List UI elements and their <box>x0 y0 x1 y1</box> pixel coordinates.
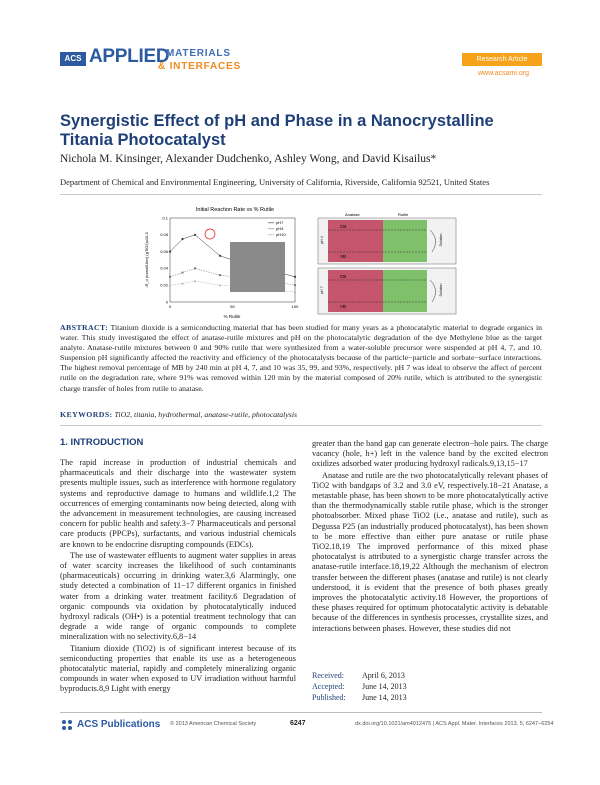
band-diagram <box>318 212 456 314</box>
data-point-ph4 <box>182 272 184 274</box>
body-column-right <box>312 439 548 666</box>
paragraph: greater than the band gap can generate electron−hole pairs. The charge vacancy (hole, h+) left in the valence band by the excited electron oxidizes adsorbed water producing hydroxyl radicals.9,13,15−17 <box>312 439 548 469</box>
data-point-ph7 <box>181 238 183 240</box>
svg-text:Anatase: Anatase <box>345 212 360 217</box>
svg-text:Solution: Solution <box>439 233 443 247</box>
keywords <box>60 410 542 419</box>
data-point-ph10 <box>219 284 221 286</box>
y-tick-label: 0.1 <box>162 215 168 221</box>
abstract <box>60 323 542 394</box>
page-number: 6247 <box>290 720 306 727</box>
doi-citation[interactable]: dx.doi.org/10.1021/am4012475 | ACS Appl. Mater. Interfaces 2013, 5, 6247−6254 <box>355 721 554 727</box>
paragraph: Anatase and rutile are the two photocatalytically relevant phases of TiO2 with bandgaps of 3.2 and 3.0 eV, respectively.18−21 Anatase, a metastable phase, has been shown to be more photocatalytically active than the thermodynamically stable rutile phase, which is the stronger photoabsorber. Mixed phase TiO2 (i.e., anatase and rutile), such as Degussa P25 (an industrially produced photocatalyst), has been shown to be more effective than either pure anatase or rutile phase TiO2.18,19 The improved performance of this mixed phase photocatalyst is attributed to a synergistic charge transfer across the anatase-rutile interface.18,19,22 Although the mechanism of electron transfer between the different phases (anatase and rutile) is not clearly understood, it is evident that the presence of both phases greatly improves the photocatalytic activity.18 However, the proportions of these phases required for optimum photocatalytic activity is debatable because of the differences in synthesis processes, crystallite sizes, and interactions between phases. However, these studies did not <box>312 470 548 633</box>
acs-publications-wordmark[interactable]: ACS Publications <box>77 719 161 730</box>
copyright-notice: © 2013 American Chemical Society <box>170 721 257 727</box>
journal-website-link[interactable]: www.acsami.org <box>478 70 529 77</box>
legend-entry: pH10 <box>276 232 286 237</box>
article-title: Synergistic Effect of pH and Phase in a Nanocrystalline Titania Photocatalyst <box>60 112 494 149</box>
svg-text:Solution: Solution <box>439 283 443 297</box>
data-point-ph4 <box>294 284 296 286</box>
journal-name-interfaces: & INTERFACES <box>158 61 241 72</box>
section-heading-introduction: 1. INTRODUCTION <box>60 437 144 448</box>
header-divider <box>60 194 542 195</box>
accepted-label: Accepted: <box>312 682 345 691</box>
data-point-ph7 <box>194 234 196 236</box>
x-tick-label: 50 <box>230 304 235 309</box>
paragraph: The use of wastewater effluents to augment water supplies in areas of water scarcity increases the likelihood of such contaminants (pharmaceuticals) occurring in drinking water.3,6 Alarmingly, one study detected a combination of 11−17 different organics in finished water from a drinking water treatment facility.6 Degradation of organic compounds via oxidation by photocatalytically induced hydroxyl radicals (OH•) is a potential treatment technology that can degrade a wide range of organic compounds to complete mineralization with no selectivity.6,8−14 <box>60 550 296 642</box>
received-date: April 6, 2013 <box>362 671 405 680</box>
svg-text:pH 4: pH 4 <box>320 236 324 244</box>
accepted-date: June 14, 2013 <box>362 682 407 691</box>
paragraph: Titanium dioxide (TiO2) is of significant interest because of its semiconducting properties that enable its use as a heterogeneous photocatalytic material, rapidly and completely mineralizing organic compounds in water when exposed to UV irradiation without harmful byproducts.8,9 Light with energy <box>60 643 296 694</box>
author-list: Nichola M. Kinsinger, Alexander Dudchenko, Ashley Wong, and David Kisailus* <box>60 153 437 165</box>
toc-chart-title: Initial Reaction Rate vs % Rutile <box>195 207 275 213</box>
x-axis-label: % Rutile <box>223 314 241 319</box>
abstract-label: ABSTRACT: <box>60 323 109 332</box>
legend-entry: pH4 <box>276 226 284 231</box>
svg-text:pH 7: pH 7 <box>320 286 324 294</box>
body-column-left <box>60 458 296 706</box>
y-axis-label: -R_o (mmol/Liter) (gTiO2)x10-5 <box>144 232 149 288</box>
acs-publications-logo-icon <box>60 718 74 732</box>
y-tick-label: 0.02 <box>160 282 168 288</box>
x-tick-label: 100 <box>291 304 299 309</box>
legend-entry: pH7 <box>276 220 284 225</box>
data-point-ph7 <box>219 255 221 257</box>
data-point-ph7 <box>294 276 296 278</box>
published-date: June 14, 2013 <box>362 693 407 702</box>
tem-micrograph-inset <box>230 242 285 292</box>
svg-text:Rutile: Rutile <box>398 212 409 217</box>
toc-graphic <box>140 200 460 320</box>
acs-logo-box: ACS <box>60 52 86 66</box>
svg-text:VB: VB <box>340 304 347 309</box>
keywords-label: KEYWORDS: <box>60 410 113 419</box>
data-point-ph7 <box>169 251 171 253</box>
abstract-text: Titanium dioxide is a semiconducting material that has been studied for many years as a photocatalytic material to degrade organics in water. This study investigated the effect of anatase-rutile mixtures and pH on the photocatalytic degradation of the dye Methylene blue as the target analyte. Anatase-rutile mixtures between 0 and 90% rutile that were synthesized from a water-soluble precursor were suspended at pH 4, 7, and 10. Suspension pH significantly affected the reactivity and efficiency of the photocatalysts because of the particle−particle and sorbate−surface interactions. The highest removal percentage of MB by 240 min at pH 4, 7, and 10 was 35, 99, and 93%, respectively. pH 7 was ideal to observe the affect of percent rutile on the degradation rate, where 91% was removed within 120 min by the material composed of 20% rutile, which is attributed to the synergistic charge transfer of holes from rutile to anatase. <box>60 323 543 393</box>
publication-history <box>312 670 407 703</box>
svg-text:VB: VB <box>340 254 347 259</box>
x-tick-label: 0 <box>168 304 172 309</box>
y-tick-label: 0 <box>165 299 168 305</box>
received-label: Received: <box>312 671 344 680</box>
published-label: Published: <box>312 693 346 702</box>
journal-name-applied: APPLIED <box>89 46 170 67</box>
affiliation: Department of Chemical and Environmental Engineering, University of California, Riverside, California 92521, United States <box>60 177 490 187</box>
journal-name-materials: MATERIALS <box>166 48 231 59</box>
article-type-badge: Research Article <box>462 53 542 66</box>
keywords-text: TiO2, titania, hydrothermal, anatase-rutile, photocatalysis <box>114 410 298 419</box>
highlight-circle <box>205 229 215 239</box>
abstract-divider <box>60 425 542 426</box>
y-tick-label: 0.06 <box>160 248 168 254</box>
y-tick-label: 0.08 <box>160 232 168 238</box>
y-tick-label: 0.04 <box>160 265 168 271</box>
data-point-ph4 <box>219 274 221 276</box>
paragraph: The rapid increase in production of industrial chemicals and pharmaceuticals and their discharge into the wastewater system presents multiple issues, such as interference with hormone regulatory systems and reproductive damage to humans and wildlife.1,2 The occurrences of emerging contaminants now being detected, along with the advancement in measurement technologies, are causing increased concern for public health and safety.3−7 Pharmaceuticals and personal care products (PPCPs), surfactants, and various industrial chemicals are known to be endocrine disrupting compounds (EDCs). <box>60 458 296 549</box>
svg-text:CB: CB <box>340 224 347 229</box>
svg-text:CB: CB <box>340 274 347 279</box>
data-point-ph4 <box>194 267 196 269</box>
data-point-ph4 <box>169 276 171 278</box>
footer-divider <box>60 712 542 713</box>
